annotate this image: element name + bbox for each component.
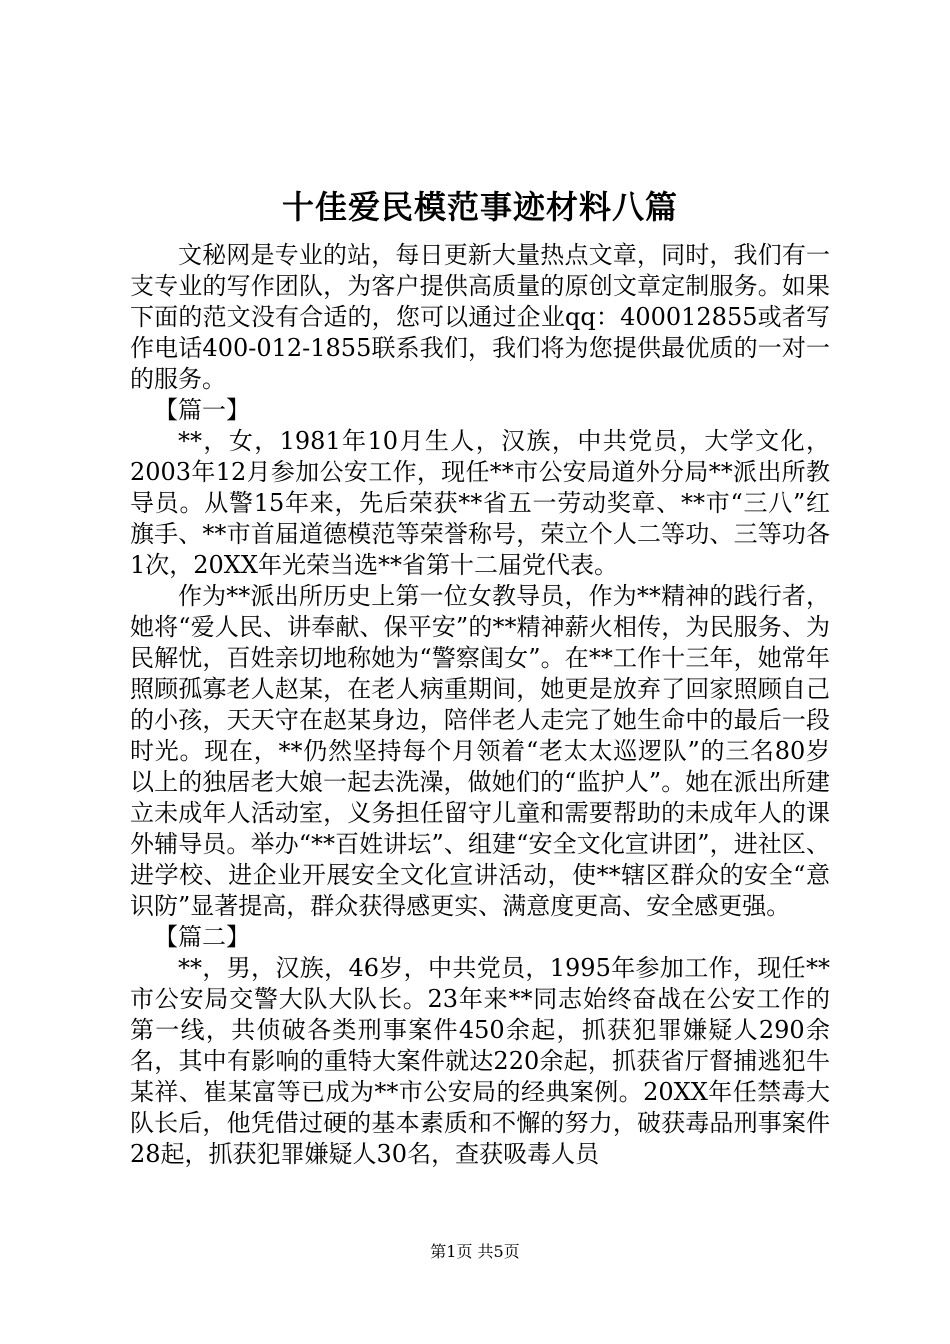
- section-1-paragraph-2: 作为**派出所历史上第一位女教导员，作为**精神的践行者，她将“爱人民、讲奉献、保平安”的**精神薪火相传，为民服务、为民解忧，百姓亲切地称她为“警察闺女”。在**工作十三年，她常年照顾孤寡老人赵某，在老人病重期间，她更是放弃了回家照顾自己的小孩，天天守在赵某身边，陪伴老人走完了她生命中的最后一段时光。现在，**仍然坚持每个月领着“老太太巡逻队”的三名80岁以上的独居老大娘一起去洗澡，做她们的“监护人”。她在派出所建立未成年人活动室，义务担任留守儿童和需要帮助的未成年人的课外辅导员。举办“**百姓讲坛”、组建“安全文化宣讲团”，进社区、进学校、进企业开展安全文化宣讲活动，使**辖区群众的安全“意识防”显著提高，群众获得感更实、满意度更高、安全感更强。: [130, 582, 830, 920]
- document-page: [130, 180, 830, 1170]
- section-heading-1: 【篇一】: [154, 396, 250, 424]
- page-number-footer: 第1页 共5页: [430, 1242, 520, 1261]
- section-heading-2: 【篇二】: [154, 923, 250, 951]
- section-2-paragraph-1: **，男，汉族，46岁，中共党员，1995年参加工作，现任**市公安局交警大队大队长。23年来**同志始终奋战在公安工作的第一线，共侦破各类刑事案件450余起，抓获犯罪嫌疑人290余名，其中有影响的重特大案件就达220余起，抓获省厅督捕逃犯牛某祥、崔某富等已成为**市公安局的经典案例。20XX年任禁毒大队长后，他凭借过硬的基本素质和不懈的努力，破获毒品刑事案件28起，抓获犯罪嫌疑人30名，查获吸毒人员: [130, 954, 830, 1168]
- document-title: 十佳爱民模范事迹材料八篇: [281, 188, 678, 226]
- section-1-paragraph-1: **，女，1981年10月生人，汉族，中共党员，大学文化，2003年12月参加公安工作，现任**市公安局道外分局**派出所教导员。从警15年来，先后荣获**省五一劳动奖章、**市“三八”红旗手、**市首届道德模范等荣誉称号，荣立个人二等功、三等功各1次，20XX年光荣当选**省第十二届党代表。: [130, 427, 830, 579]
- intro-paragraph: 文秘网是专业的站，每日更新大量热点文章，同时，我们有一支专业的写作团队，为客户提供高质量的原创文章定制服务。如果下面的范文没有合适的，您可以通过企业qq：400012855或者写作电话400-012-1855联系我们，我们将为您提供最优质的一对一的服务。: [130, 241, 830, 393]
